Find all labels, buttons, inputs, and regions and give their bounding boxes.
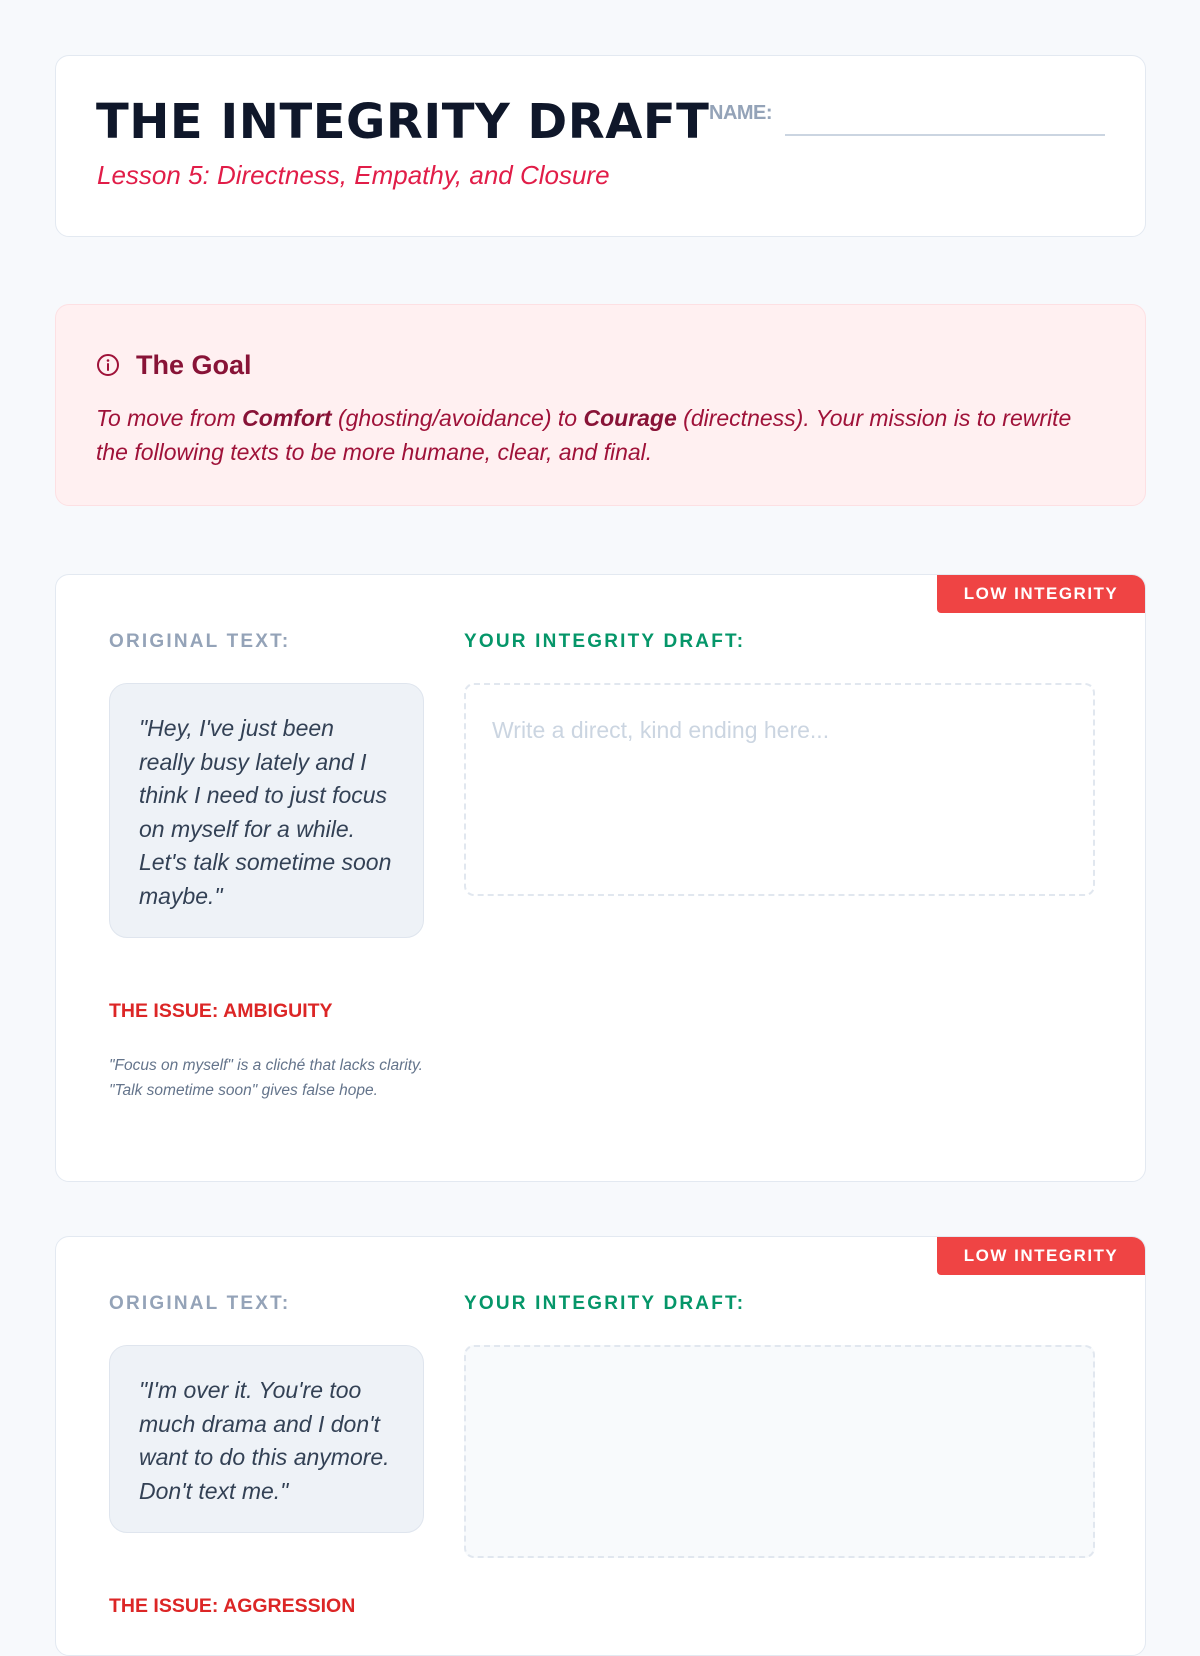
integrity-badge: LOW INTEGRITY xyxy=(937,575,1145,613)
goal-text-part: (directness). Your mission is to rewrite the following texts to be more humane, clear, and final. xyxy=(96,405,1072,465)
goal-description xyxy=(96,401,1106,469)
draft-label: YOUR INTEGRITY DRAFT: xyxy=(464,1293,746,1314)
name-field-line[interactable] xyxy=(785,134,1105,136)
issue-title: THE ISSUE: AMBIGUITY xyxy=(109,1000,333,1022)
info-circle-icon xyxy=(96,353,120,377)
original-text-quote: "I'm over it. You're too much drama and I don't want to do this anymore. Don't text me." xyxy=(109,1345,424,1533)
lesson-subtitle: Lesson 5: Directness, Empathy, and Closure xyxy=(97,160,610,190)
name-label: NAME: xyxy=(709,102,773,124)
exercise-card xyxy=(55,1236,1146,1656)
page-title: THE INTEGRITY DRAFT xyxy=(96,94,710,150)
goal-callout xyxy=(55,304,1146,506)
original-text-label: ORIGINAL TEXT: xyxy=(109,1293,291,1314)
goal-keyword-comfort: Comfort xyxy=(242,405,332,431)
goal-text-part: To move from xyxy=(96,405,243,431)
worksheet-header xyxy=(55,55,1146,237)
issue-title: THE ISSUE: AGGRESSION xyxy=(109,1595,356,1617)
integrity-draft-input[interactable] xyxy=(464,1345,1095,1558)
integrity-draft-input[interactable] xyxy=(464,683,1095,896)
original-text-quote: "Hey, I've just been really busy lately and I think I need to just focus on myself for a while. Let's talk sometime soon maybe." xyxy=(109,683,424,938)
original-text-label: ORIGINAL TEXT: xyxy=(109,631,291,652)
draft-label: YOUR INTEGRITY DRAFT: xyxy=(464,631,746,652)
exercise-card xyxy=(55,574,1146,1182)
goal-title: The Goal xyxy=(136,350,252,380)
issue-description: "Focus on myself" is a cliché that lacks clarity. "Talk sometime soon" gives false hope. xyxy=(109,1057,423,1099)
integrity-badge: LOW INTEGRITY xyxy=(937,1237,1145,1275)
goal-keyword-courage: Courage xyxy=(583,405,677,431)
goal-text-part: (ghosting/avoidance) to xyxy=(331,405,584,431)
